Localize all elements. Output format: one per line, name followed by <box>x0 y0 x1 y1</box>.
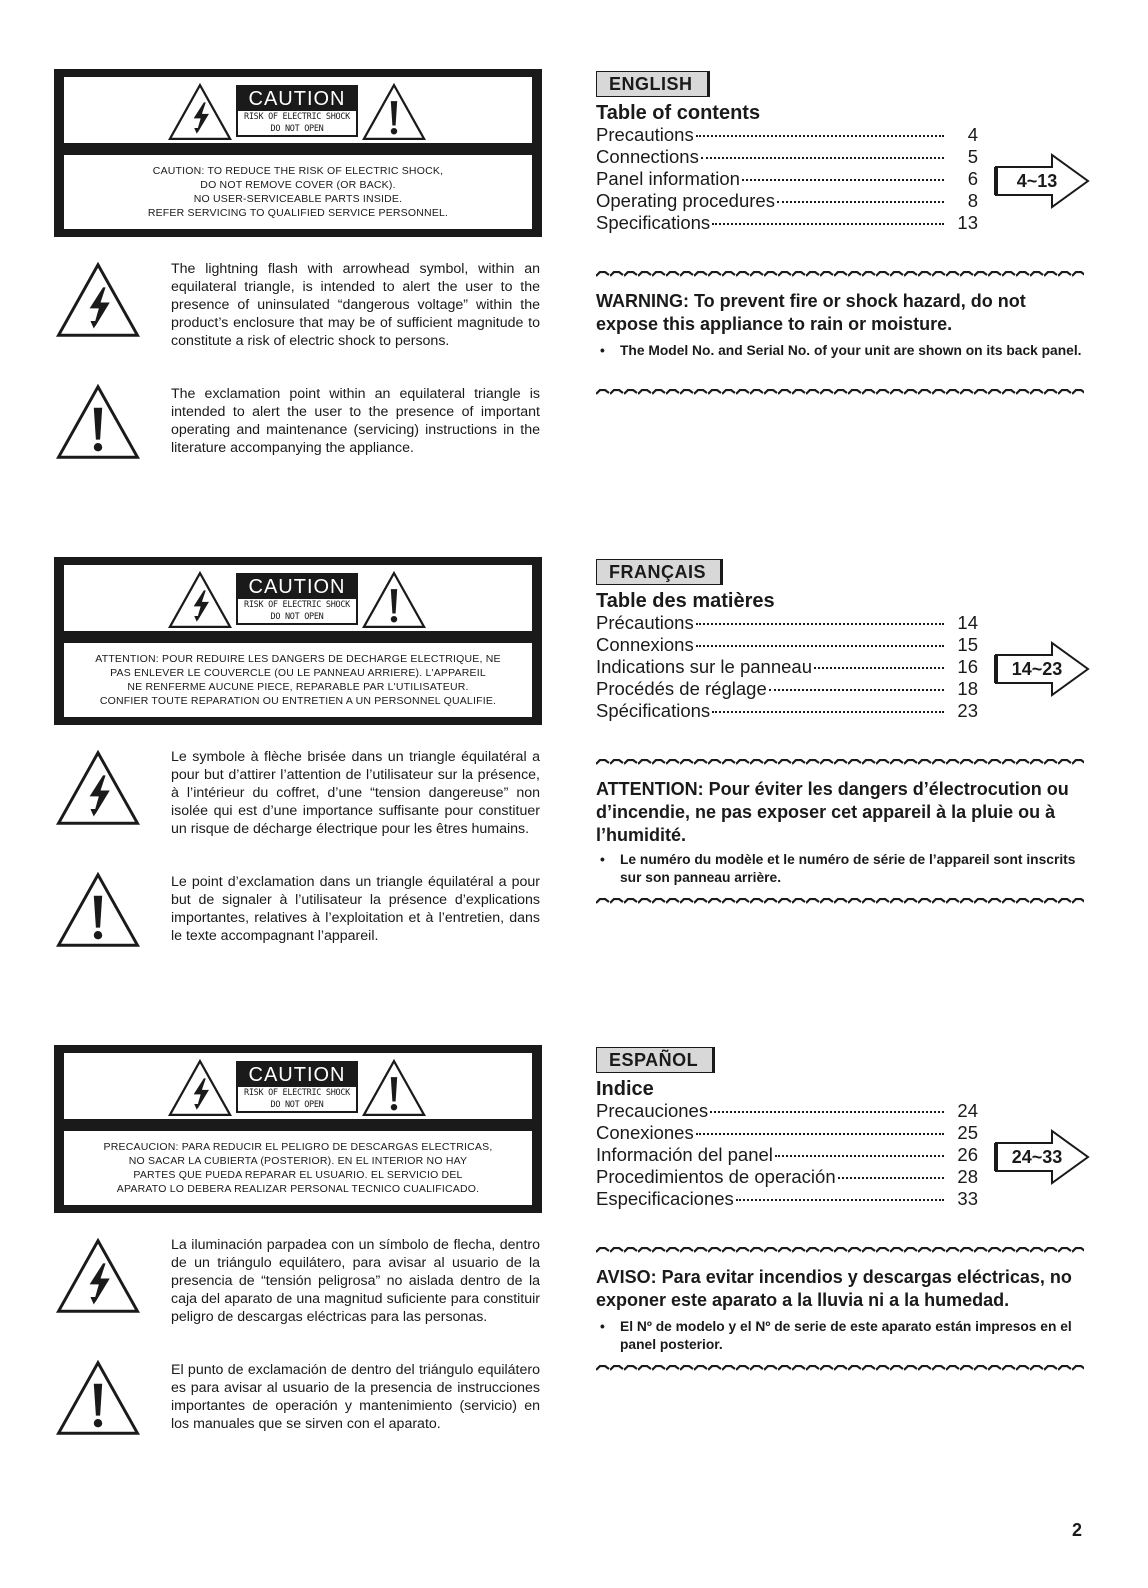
toc-list <box>596 124 978 234</box>
dot-leader <box>710 1111 944 1113</box>
wavy-divider <box>596 898 1084 904</box>
toc-entry-page: 23 <box>957 700 978 721</box>
toc-entry-page: 5 <box>967 146 978 167</box>
dot-leader <box>696 645 944 647</box>
caution-text <box>64 1131 532 1205</box>
exclamation-triangle-icon <box>56 872 140 948</box>
dot-leader <box>769 689 944 691</box>
caution-line: DO NOT REMOVE COVER (OR BACK). <box>200 179 396 191</box>
toc-entry <box>596 1122 978 1144</box>
toc-entry <box>596 212 978 234</box>
caution-word: CAUTION <box>238 575 356 599</box>
caution-line: NO USER-SERVICEABLE PARTS INSIDE. <box>193 193 403 205</box>
dot-leader <box>838 1177 944 1179</box>
toc-entry-label: Precautions <box>596 124 694 145</box>
toc-entry-page: 15 <box>957 634 978 655</box>
caution-line: REFER SERVICING TO QUALIFIED SERVICE PERSONNEL. <box>147 207 449 219</box>
toc-entry-label: Información del panel <box>596 1144 773 1165</box>
exclamation-triangle-icon <box>362 83 426 141</box>
lightning-triangle-icon <box>56 262 140 338</box>
toc-entry-label: Procedimientos de operación <box>596 1166 836 1187</box>
toc-entry-label: Operating procedures <box>596 190 775 211</box>
caution-sub-line: DO NOT OPEN <box>270 124 324 134</box>
toc-entry <box>596 168 978 190</box>
caution-sub-line: RISK OF ELECTRIC SHOCK <box>244 1088 350 1098</box>
caution-box <box>54 69 542 237</box>
exclamation-symbol-explanation: Le point d’exclamation dans un triangle équilatéral a pour but de signaler à l’utilisateur la présence d’explications importantes, relatives à l’exploitation et à l’entretien, dans le texte accompagnant l’appareil. <box>171 874 540 944</box>
toc-title: Table of contents <box>596 102 761 124</box>
toc-entry-label: Connections <box>596 146 699 167</box>
warning-text: AVISO: Para evitar incendios y descargas eléctricas, no exponer este aparato a la lluvia ni a la humedad. <box>596 1267 1072 1310</box>
toc-entry <box>596 1166 978 1188</box>
toc-entry-page: 28 <box>957 1166 978 1187</box>
toc-entry-label: Precauciones <box>596 1100 709 1121</box>
dot-leader <box>696 623 944 625</box>
lightning-triangle-icon <box>168 571 232 629</box>
caution-box <box>54 1045 542 1213</box>
toc-entry <box>596 1188 978 1210</box>
toc-entry-label: Conexiones <box>596 1122 694 1143</box>
toc-entry <box>596 612 978 634</box>
toc-entry-label: Spécifications <box>596 700 711 721</box>
dot-leader <box>775 1155 944 1157</box>
toc-entry-page: 16 <box>957 656 978 677</box>
caution-line: PAS ENLEVER LE COUVERCLE (OU LE PANNEAU ARRIERE). L'APPAREIL <box>110 667 486 679</box>
dot-leader <box>701 157 944 159</box>
toc-entry-page: 25 <box>957 1122 978 1143</box>
caution-text <box>64 155 532 229</box>
dot-leader <box>777 201 944 203</box>
caution-sub-line: RISK OF ELECTRIC SHOCK <box>244 112 350 122</box>
exclamation-triangle-icon <box>56 1360 140 1436</box>
wavy-divider <box>596 389 1084 395</box>
toc-entry <box>596 146 978 168</box>
caution-label <box>236 573 358 625</box>
note-text: Le numéro du modèle et le numéro de série de l’appareil sont inscrits sur son panneau arrière. <box>620 852 1076 885</box>
page-range: 24~33 <box>1011 1147 1063 1167</box>
toc-entry-page: 13 <box>957 212 978 233</box>
caution-line: CAUTION: TO REDUCE THE RISK OF ELECTRIC SHOCK, <box>152 165 444 177</box>
caution-label <box>236 1061 358 1113</box>
toc-entry <box>596 190 978 212</box>
page-range: 4~13 <box>1016 171 1058 191</box>
toc-entry-page: 33 <box>957 1188 978 1209</box>
caution-line: ATTENTION: POUR REDUIRE LES DANGERS DE DECHARGE ELECTRIQUE, NE <box>95 653 501 665</box>
toc-title: Indice <box>596 1078 654 1100</box>
bullet: • <box>600 852 605 867</box>
exclamation-triangle-icon <box>362 1059 426 1117</box>
caution-line: NE RENFERME AUCUNE PIECE, REPARABLE PAR L'UTILISATEUR. <box>127 681 469 693</box>
caution-line: CONFIER TOUTE REPARATION OU ENTRETIEN A UN PERSONNEL QUALIFIE. <box>99 695 497 707</box>
toc-entry <box>596 700 978 722</box>
caution-sub-line: DO NOT OPEN <box>270 1100 324 1110</box>
caution-line: PRECAUCION: PARA REDUCIR EL PELIGRO DE DESCARGAS ELECTRICAS, <box>103 1141 493 1153</box>
toc-entry-label: Précautions <box>596 612 694 633</box>
caution-header <box>64 77 532 143</box>
toc-entry <box>596 656 978 678</box>
note-text: The Model No. and Serial No. of your unit are shown on its back panel. <box>620 343 1082 358</box>
dot-leader <box>712 223 944 225</box>
language-tag: FRANÇAIS <box>596 559 723 585</box>
toc-entry-page: 24 <box>957 1100 978 1121</box>
caution-word: CAUTION <box>238 87 356 111</box>
caution-line: APARATO LO DEBERA REALIZAR PERSONAL TECNICO CUALIFICADO. <box>116 1183 480 1195</box>
toc-entry-page: 18 <box>957 678 978 699</box>
toc-list <box>596 612 978 722</box>
toc-entry <box>596 1144 978 1166</box>
lightning-triangle-icon <box>168 83 232 141</box>
toc-title: Table des matières <box>596 590 775 612</box>
caution-label <box>236 85 358 137</box>
caution-box <box>54 557 542 725</box>
language-tag: ESPAÑOL <box>596 1047 715 1073</box>
note-text: El Nº de modelo y el Nº de serie de este aparato están impresos en el panel posterior. <box>620 1319 1072 1352</box>
wavy-divider <box>596 759 1084 765</box>
toc-entry-page: 6 <box>967 168 978 189</box>
dot-leader <box>742 179 944 181</box>
dot-leader <box>814 667 944 669</box>
wavy-divider <box>596 1365 1084 1371</box>
toc-entry-page: 14 <box>957 612 978 633</box>
toc-entry-label: Panel information <box>596 168 740 189</box>
language-tag: ENGLISH <box>596 71 710 97</box>
bullet: • <box>600 1319 605 1334</box>
lightning-triangle-icon <box>56 750 140 826</box>
exclamation-symbol-explanation: El punto de exclamación de dentro del triángulo equilátero es para avisar al usuario de la presencia de instrucciones importantes de operación y mantenimiento (servicio) en los manuales que se sirven con el aparato. <box>171 1362 540 1432</box>
page-range: 14~23 <box>1011 659 1063 679</box>
lightning-triangle-icon <box>168 1059 232 1117</box>
wavy-divider <box>596 271 1084 277</box>
toc-entry-page: 26 <box>957 1144 978 1165</box>
bullet: • <box>600 343 605 358</box>
lightning-symbol-explanation: The lightning flash with arrowhead symbol, within an equilateral triangle, is intended to alert the user to the presence of uninsulated “dangerous voltage” within the product’s enclosure that may be of sufficient magnitude to constitute a risk of electric shock to persons. <box>171 261 540 349</box>
exclamation-triangle-icon <box>56 384 140 460</box>
caution-sub-line: RISK OF ELECTRIC SHOCK <box>244 600 350 610</box>
lightning-symbol-explanation: Le symbole à flèche brisée dans un triangle équilatéral a pour but d’attirer l’attention de l’utilisateur sur la présence, à l’intérieur du coffret, d’une “tension dangereuse” non isolée qui est d’une importance suffisante pour constituer un risque de décharge électrique pour les êtres humains. <box>171 749 540 837</box>
toc-entry-label: Indications sur le panneau <box>596 656 812 677</box>
toc-entry <box>596 1100 978 1122</box>
caution-line: PARTES QUE PUEDA REPARAR EL USUARIO. EL SERVICIO DEL <box>133 1169 463 1181</box>
wavy-divider <box>596 1247 1084 1253</box>
toc-entry-label: Procédés de réglage <box>596 678 767 699</box>
dot-leader <box>696 135 944 137</box>
dot-leader <box>696 1133 944 1135</box>
caution-sub-line: DO NOT OPEN <box>270 612 324 622</box>
caution-word: CAUTION <box>238 1063 356 1087</box>
caution-line: NO SACAR LA CUBIERTA (POSTERIOR). EN EL INTERIOR NO HAY <box>128 1155 468 1167</box>
toc-entry-page: 8 <box>967 190 978 211</box>
caution-header <box>64 1053 532 1119</box>
toc-entry-label: Especificaciones <box>596 1188 734 1209</box>
page-number: 2 <box>1072 1520 1083 1540</box>
toc-entry-label: Connexions <box>596 634 694 655</box>
toc-entry <box>596 634 978 656</box>
toc-list <box>596 1100 978 1210</box>
caution-text <box>64 643 532 717</box>
toc-entry <box>596 678 978 700</box>
model-serial-note <box>600 1318 1086 1354</box>
warning-text: WARNING: To prevent fire or shock hazard, do not expose this appliance to rain or moisture. <box>596 291 1026 334</box>
caution-header <box>64 565 532 631</box>
dot-leader <box>712 711 944 713</box>
model-serial-note <box>600 342 1086 360</box>
warning-text: ATTENTION: Pour éviter les dangers d’électrocution ou d’incendie, ne pas exposer cet appareil à la pluie ou à l’humidité. <box>596 779 1069 845</box>
exclamation-triangle-icon <box>362 571 426 629</box>
dot-leader <box>736 1199 944 1201</box>
model-serial-note <box>600 851 1086 887</box>
lightning-symbol-explanation: La iluminación parpadea con un símbolo de flecha, dentro de un triángulo equilátero, para avisar al usuario de la presencia de “tensión peligrosa” no aislada dentro de la caja del aparato de una magnitud suficiente para constituir peligro de descargas eléctricas para las personas. <box>171 1237 540 1325</box>
lightning-triangle-icon <box>56 1238 140 1314</box>
toc-entry-label: Specifications <box>596 212 711 233</box>
toc-entry <box>596 124 978 146</box>
toc-entry-page: 4 <box>967 124 978 145</box>
exclamation-symbol-explanation: The exclamation point within an equilateral triangle is intended to alert the user to the presence of important operating and maintenance (servicing) instructions in the literature accompanying the appliance. <box>171 386 540 456</box>
